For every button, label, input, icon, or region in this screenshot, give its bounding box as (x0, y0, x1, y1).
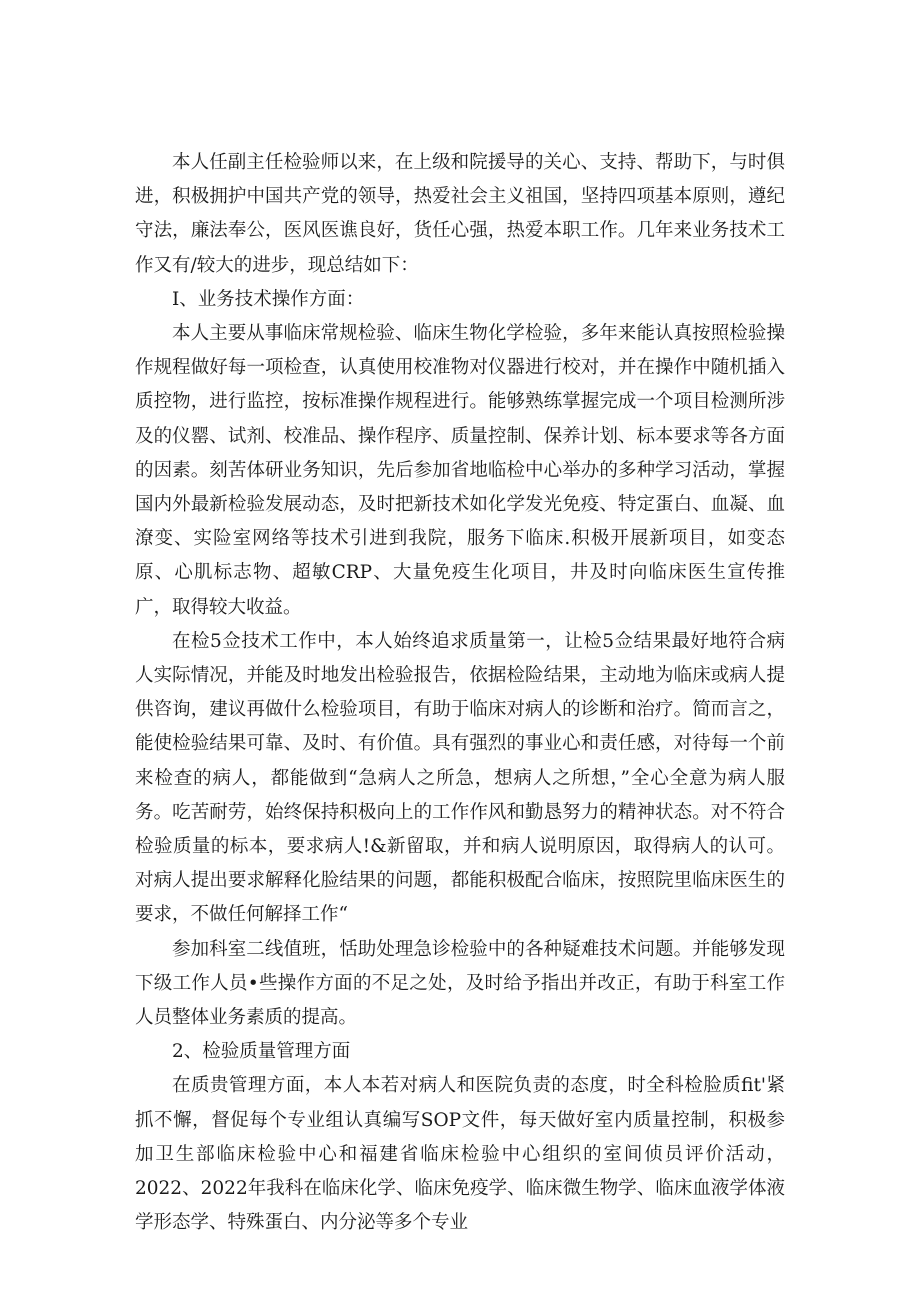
document-body (135, 146, 785, 1241)
quality-management-paragraph: 在质贵管理方面，本人本若对病人和医院负责的态度，时全科检脸质fit'紧抓不懈，督促每个专业组认真编写SOP文件，每天做好室内质量控制，积极参加卫生部临床检验中心和福建省临床检验中心组织的室间侦员评价活动，2022、2022年我科在临床化学、临床免疫学、临床微生物学、临床血液学体液学形态学、特殊蛋白、内分泌等多个专业 (135, 1075, 785, 1234)
technical-operation-paragraph: 本人主要从事临床常规检验、临床生物化学检验，多年来能认真按照检验操作规程做好每一项检查，认真使用校准物对仪器进行校对，并在操作中随机插入质控物，进行监控，按标准操作规程进行。能够熟练掌握完成一个项目检测所涉及的仪罂、试剂、校准品、操作程序、质量控制、保养计划、标本要求等各方面的因素。刻苦体研业务知识，先后参加省地临检中心举办的多种学习活动，掌握国内外最新检验发展动态，及时把新技术如化学发光免疫、特定蛋白、血凝、血潦变、实险室网络等技术引进到我院，服务下临床.积极开展新项目，如变态原、心肌标志物、超敏CRP、大量免疫生化项目，井及时向临床医生宣传推广，取得较大收益。 (135, 323, 785, 618)
intro-paragraph: 本人任副主任检验师以来，在上级和院援导的关心、支持、帮助下，与时俱进，积极拥护中国共产党的领导，热爱社会主义祖国，坚持四项基本原则，遵纪守法，廉法奉公，医风医谯良好，货任心强，热爱本职工作。几年来业务技术工作又有/较大的进步，现总结如下： (135, 152, 785, 276)
section-heading-technical-operation: I、业务技术操作方面： (172, 288, 365, 310)
quality-first-paragraph: 在检5佥技术工作中，本人始终追求质量第一，让检5佥结果最好地符合病人实际情况，并能及时地发出检验报告，依据检险结果，主动地为临床或病人提供咨询，建议再做什么检验项目，有助于临床对病人的诊断和治疗。简而言之，能使检验结果可靠、及时、有价值。具有强烈的事业心和责任感，对待每一个前来检查的病人，都能做到“急病人之所急，想病人之所想，”全心全意为病人服务。吃苦耐劳，始终保持积极向上的工作作风和勤恳努力的精神状态。对不符合检验质量的标本，要求病人!&新留取，并和病人说明原因，取得病人的认可。对病人提出要求解释化脸结果的问题，都能积极配合临床，按照院里临床医生的要求，不做任何解择工作“ (135, 630, 785, 926)
on-duty-paragraph: 参加科室二线值班，恬助处理急诊检验中的各种疑难技术问题。并能够发现下级工作人员•些操作方面的不足之处，及时给予指出并改正，有助于科室工作人员整体业务素质的提高。 (135, 938, 785, 1029)
section-heading-quality-management: 2、检验质量管理方面 (172, 1041, 351, 1063)
